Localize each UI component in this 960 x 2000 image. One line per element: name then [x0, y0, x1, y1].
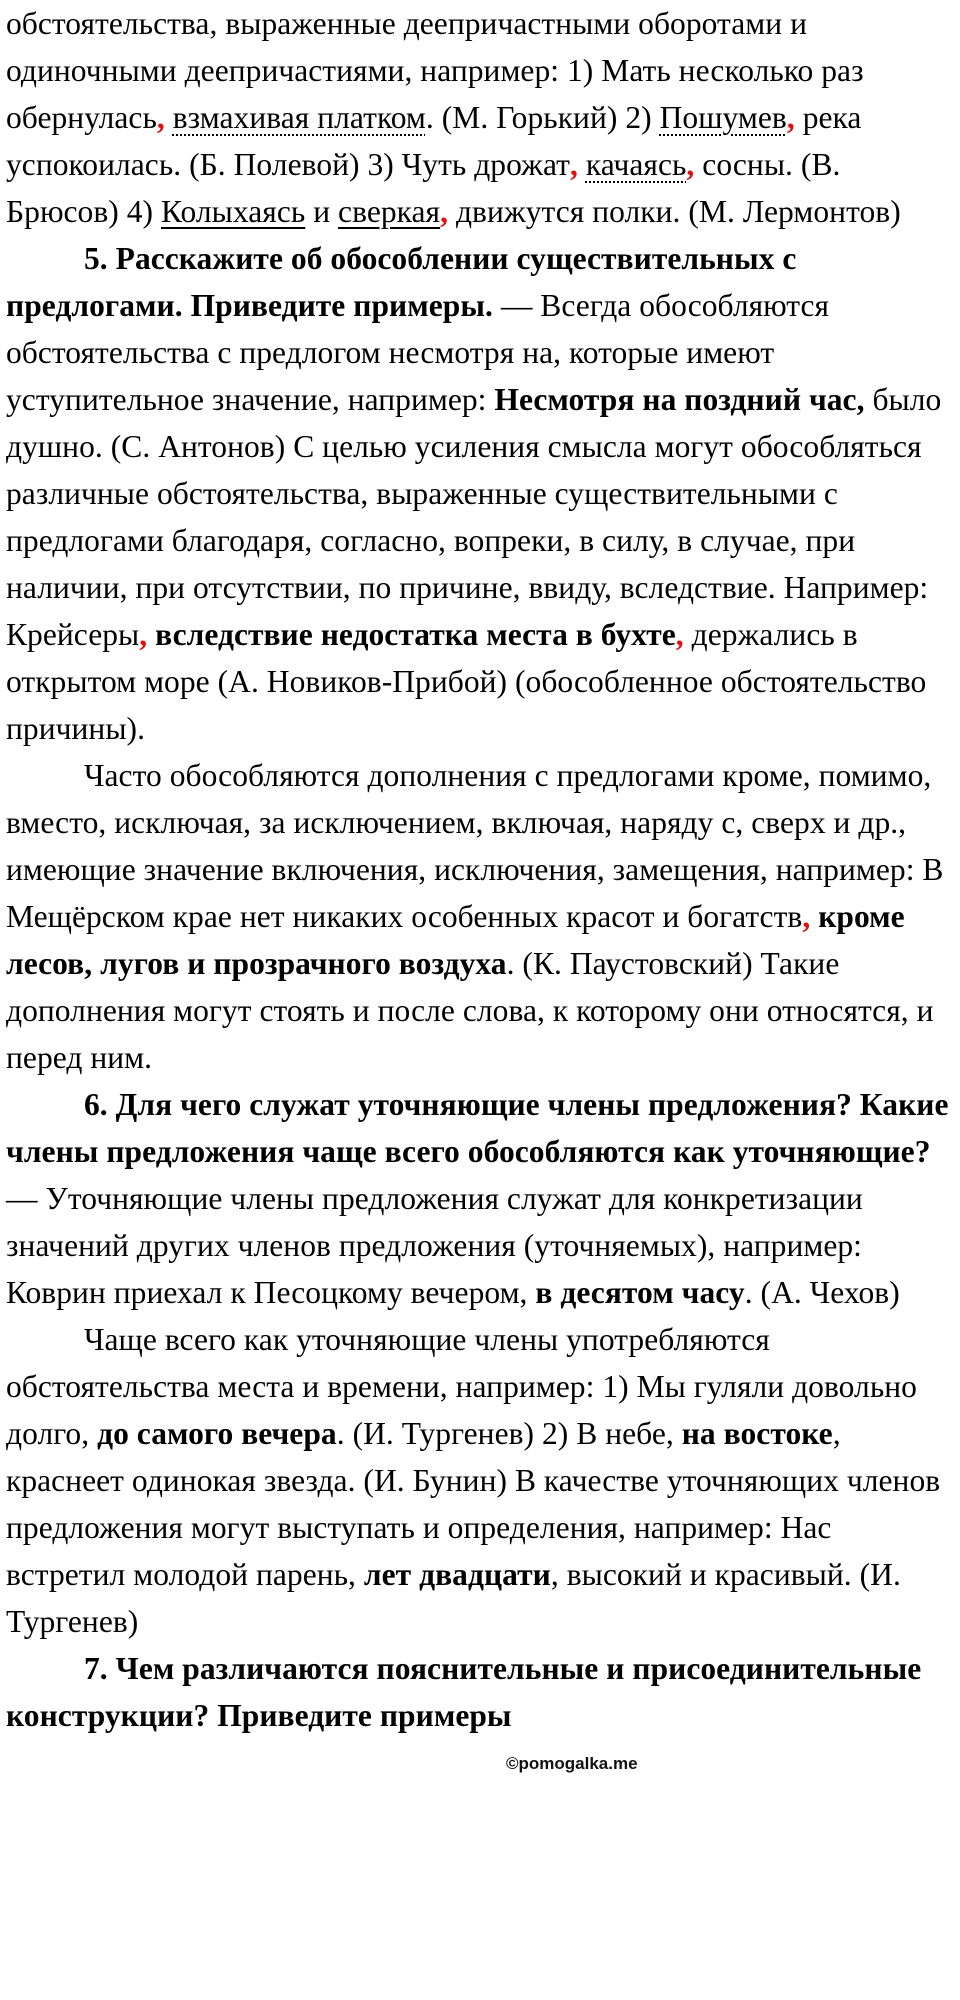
underlined-word: сверкая: [338, 194, 441, 229]
question-6: 6. Для чего служат уточняющие члены предложения? Какие члены предложения чаще всего обособляются как уточняющие? — Уточняющие члены предложения служат для конкретизации значений других членов предложения (уточняемых), например: Коврин приехал к Песоцкому вечером, в десятом часу. (А. Чехов): [6, 1087, 949, 1310]
watermark: ©pomogalka.me: [506, 1754, 638, 1773]
question-7: [6, 1645, 956, 1739]
underlined-word: Колыхаясь: [161, 194, 306, 229]
question-5: 5. Расскажите об обособлении существительных с предлогами. Приведите примеры. — Всегда обособляются обстоятельства с предлогом несмотря на, которые имеют уступительное значение, например: Несмотря на поздний час, было душно. (С. Антонов) С целью усиления смысла могут обособляться различные обстоятельства, выраженные существительными с предлогами благодаря, согласно, вопреки, в силу, в случае, при наличии, при отсутствии, по причине, ввиду, вследствие. Например: Крейсеры, вследствие недостатка места в бухте, держались в открытом море (А. Новиков-Прибой) (обособленное обстоятельство причины).: [6, 241, 942, 746]
question-heading: 5. Расскажите об обособлении существительных с предлогами. Приведите примеры.: [6, 241, 797, 323]
document-page: [6, 0, 956, 1739]
question-heading: 6. Для чего служат уточняющие члены предложения? Какие члены предложения чаще всего обособляются как уточняющие?: [6, 1087, 949, 1169]
underlined-word: Пошумев: [659, 100, 787, 135]
paragraph-participles: обстоятельства, выраженные деепричастными оборотами и одиночными деепричастиями, например: 1) Мать несколько раз обернулась, взмахивая платком. (М. Горький) 2) Пошумев, река успокоилась. (Б. Полевой) 3) Чуть дрожат, качаясь, сосны. (В. Брюсов) 4) Колыхаясь и сверкая, движутся полки. (М. Лермонтов): [6, 6, 901, 229]
paragraph-clarifying: Чаще всего как уточняющие члены употребляются обстоятельства места и времени, например: 1) Мы гуляли довольно долго, до самого вечера. (И. Тургенев) 2) В небе, на востоке, краснеет одинокая звезда. (И. Бунин) В качестве уточняющих членов предложения могут выступать и определения, например: Нас встретил молодой парень, лет двадцати, высокий и красивый. (И. Тургенев): [6, 1322, 941, 1639]
underlined-word: качаясь: [585, 147, 687, 182]
paragraph-objects: Часто обособляются дополнения с предлогами кроме, помимо, вместо, исключая, за исключением, включая, наряду с, сверх и др., имеющие значение включения, исключения, замещения, например: В Мещёрском крае нет никаких особенных красот и богатств, кроме лесов, лугов и прозрачного воздуха. (К. Паустовский) Такие дополнения могут стоять и после слова, к которому они относятся, и перед ним.: [6, 758, 944, 1075]
question-heading: 7. Чем различаются пояснительные и присоединительные конструкции? Приведите примеры: [6, 1651, 922, 1733]
underlined-phrase: взмахивая платком: [172, 100, 426, 135]
